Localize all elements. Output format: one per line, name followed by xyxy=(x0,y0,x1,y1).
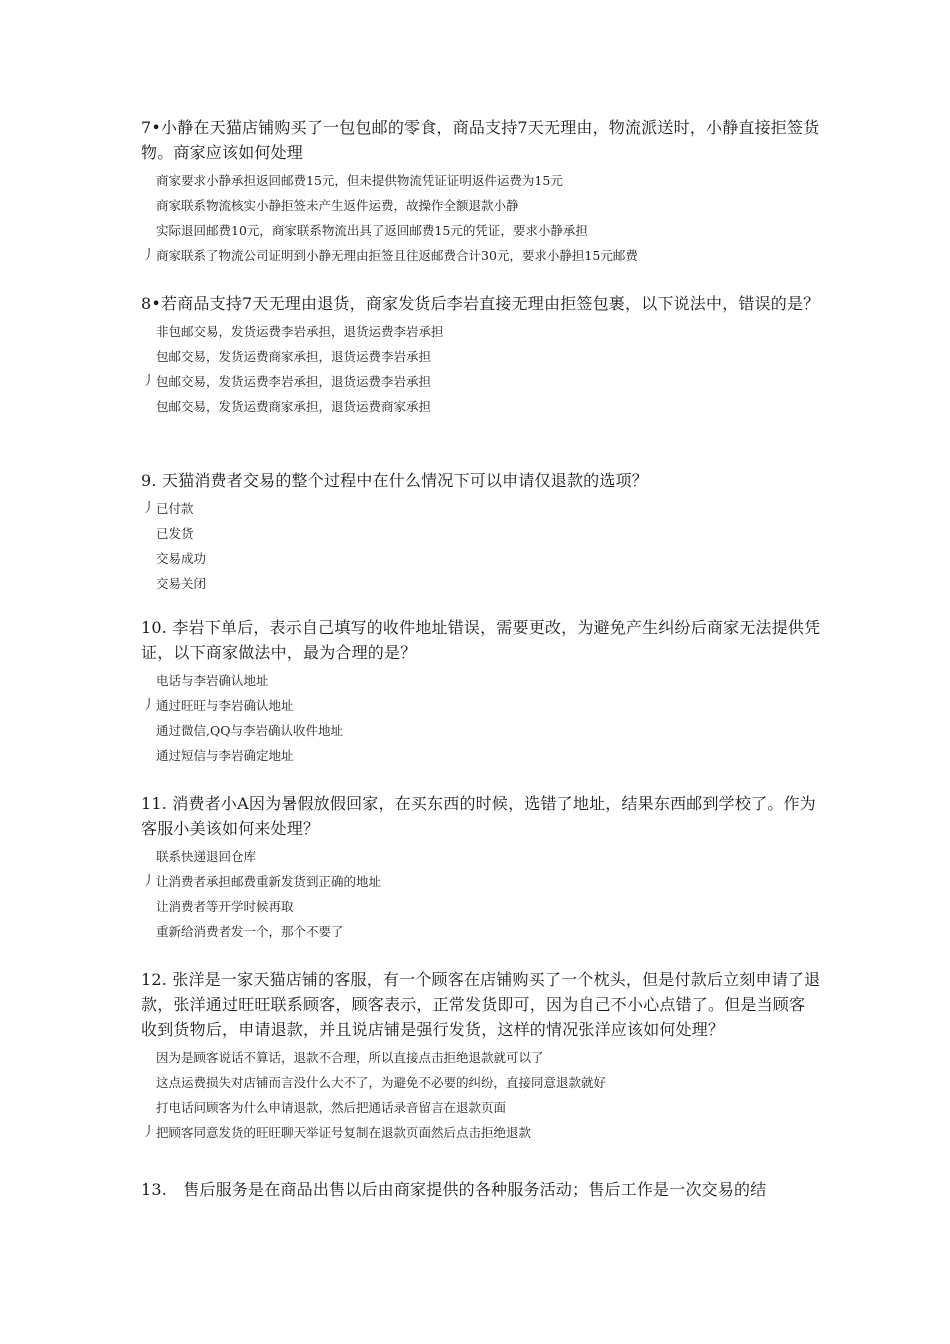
option-text: 交易关闭 xyxy=(156,576,207,591)
option-item xyxy=(141,693,821,718)
option-text: 交易成功 xyxy=(156,551,207,566)
option-text: 商家联系物流核实小静拒签未产生返件运费，故操作全额退款小静 xyxy=(156,198,519,213)
question-text: 7•小静在天猫店铺购买了一包包邮的零食，商品支持7天无理由，物流派送时，小静直接拒签货物。商家应该如何处理 xyxy=(141,118,820,162)
option-text: 包邮交易，发货运费商家承担，退货运费商家承担 xyxy=(156,399,432,414)
option-item xyxy=(141,1095,821,1120)
option-item xyxy=(141,369,821,394)
option-text: 包邮交易，发货运费李岩承担，退货运费李岩承担 xyxy=(156,374,432,389)
option-item xyxy=(141,844,821,869)
option-list xyxy=(141,496,821,596)
option-list xyxy=(141,319,821,419)
option-item xyxy=(141,546,821,571)
option-text: 让消费者等开学时候再取 xyxy=(156,899,294,914)
option-item xyxy=(141,193,821,218)
option-text: 这点运费损失对店铺而言没什么大不了，为避免不必要的纠纷，直接同意退款就好 xyxy=(156,1075,607,1090)
option-item xyxy=(141,218,821,243)
option-text: 已发货 xyxy=(156,526,194,541)
question-text: 12. 张洋是一家天猫店铺的客服，有一个顾客在店铺购买了一个枕头，但是付款后立刻申请了退款，张洋通过旺旺联系顾客，顾客表示，正常发货即可，因为自己不小心点错了。但是当顾客收到货物后，申请退款，并且说店铺是强行发货，这样的情况张洋应该如何处理？ xyxy=(141,970,821,1039)
option-item xyxy=(141,319,821,344)
option-item xyxy=(141,668,821,693)
option-text: 包邮交易，发货运费商家承担，退货运费李岩承担 xyxy=(156,349,432,364)
option-text: 非包邮交易，发货运费李岩承担，退货运费李岩承担 xyxy=(156,324,444,339)
question-10 xyxy=(141,615,821,768)
option-list xyxy=(141,168,821,268)
option-item xyxy=(141,718,821,743)
option-text: 商家联系了物流公司证明到小静无理由拒签且往返邮费合计30元，要求小静担15元邮费 xyxy=(156,248,638,263)
question-text: 8•若商品支持7天无理由退货，商家发货后李岩直接无理由拒签包裹，以下说法中，错误的是？ xyxy=(141,294,820,313)
option-item xyxy=(141,168,821,193)
option-text: 把顾客同意发货的旺旺聊天举证号复制在退款页面然后点击拒绝退款 xyxy=(156,1125,532,1140)
option-item xyxy=(141,919,821,944)
question-text: 11. 消费者小A因为暑假放假回家，在买东西的时候，选错了地址，结果东西邮到学校了。作为客服小美该如何来处理？ xyxy=(141,794,816,838)
option-item xyxy=(141,344,821,369)
option-list xyxy=(141,1045,821,1145)
option-text: 联系快递退回仓库 xyxy=(156,849,257,864)
check-mark: 丿 xyxy=(142,698,156,713)
question-12 xyxy=(141,967,821,1145)
question-9 xyxy=(141,468,821,596)
option-list xyxy=(141,668,821,768)
option-text: 已付款 xyxy=(156,501,194,516)
question-13 xyxy=(141,1177,821,1204)
option-text: 打电话问顾客为什么申请退款，然后把通话录音留言在退款页面 xyxy=(156,1100,507,1115)
question-8 xyxy=(141,291,821,419)
check-mark: 丿 xyxy=(142,248,156,263)
option-item xyxy=(141,1120,821,1145)
option-item xyxy=(141,1045,821,1070)
question-text: 10. 李岩下单后，表示自己填写的收件地址错误，需要更改，为避免产生纠纷后商家无法提供凭证，以下商家做法中，最为合理的是？ xyxy=(141,618,821,662)
option-item xyxy=(141,869,821,894)
option-item xyxy=(141,894,821,919)
option-text: 实际退回邮费10元，商家联系物流出具了返回邮费15元的凭证，要求小静承担 xyxy=(156,223,588,238)
option-text: 让消费者承担邮费重新发货到正确的地址 xyxy=(156,874,382,889)
option-item xyxy=(141,571,821,596)
option-item xyxy=(141,394,821,419)
question-text: 13. 售后服务是在商品出售以后由商家提供的各种服务活动；售后工作是一次交易的结 xyxy=(141,1180,767,1199)
option-text: 商家要求小静承担返回邮费15元，但未提供物流凭证证明返件运费为15元 xyxy=(156,173,563,188)
question-7 xyxy=(141,115,821,268)
question-text: 9. 天猫消费者交易的整个过程中在什么情况下可以申请仅退款的选项？ xyxy=(141,471,648,490)
check-mark: 丿 xyxy=(142,1125,156,1140)
option-text: 通过微信,QQ与李岩确认收件地址 xyxy=(156,723,343,738)
option-item xyxy=(141,1070,821,1095)
option-item xyxy=(141,496,821,521)
option-text: 重新给消费者发一个，那个不要了 xyxy=(156,924,344,939)
question-11 xyxy=(141,791,821,944)
check-mark: 丿 xyxy=(142,501,156,516)
option-item xyxy=(141,243,821,268)
option-text: 因为是顾客说话不算话，退款不合理，所以直接点击拒绝退款就可以了 xyxy=(156,1050,544,1065)
option-text: 通过短信与李岩确定地址 xyxy=(156,748,294,763)
option-list xyxy=(141,844,821,944)
option-text: 电话与李岩确认地址 xyxy=(156,673,269,688)
check-mark: 丿 xyxy=(142,374,156,389)
option-item xyxy=(141,521,821,546)
option-item xyxy=(141,743,821,768)
check-mark: 丿 xyxy=(142,874,156,889)
option-text: 通过旺旺与李岩确认地址 xyxy=(156,698,294,713)
